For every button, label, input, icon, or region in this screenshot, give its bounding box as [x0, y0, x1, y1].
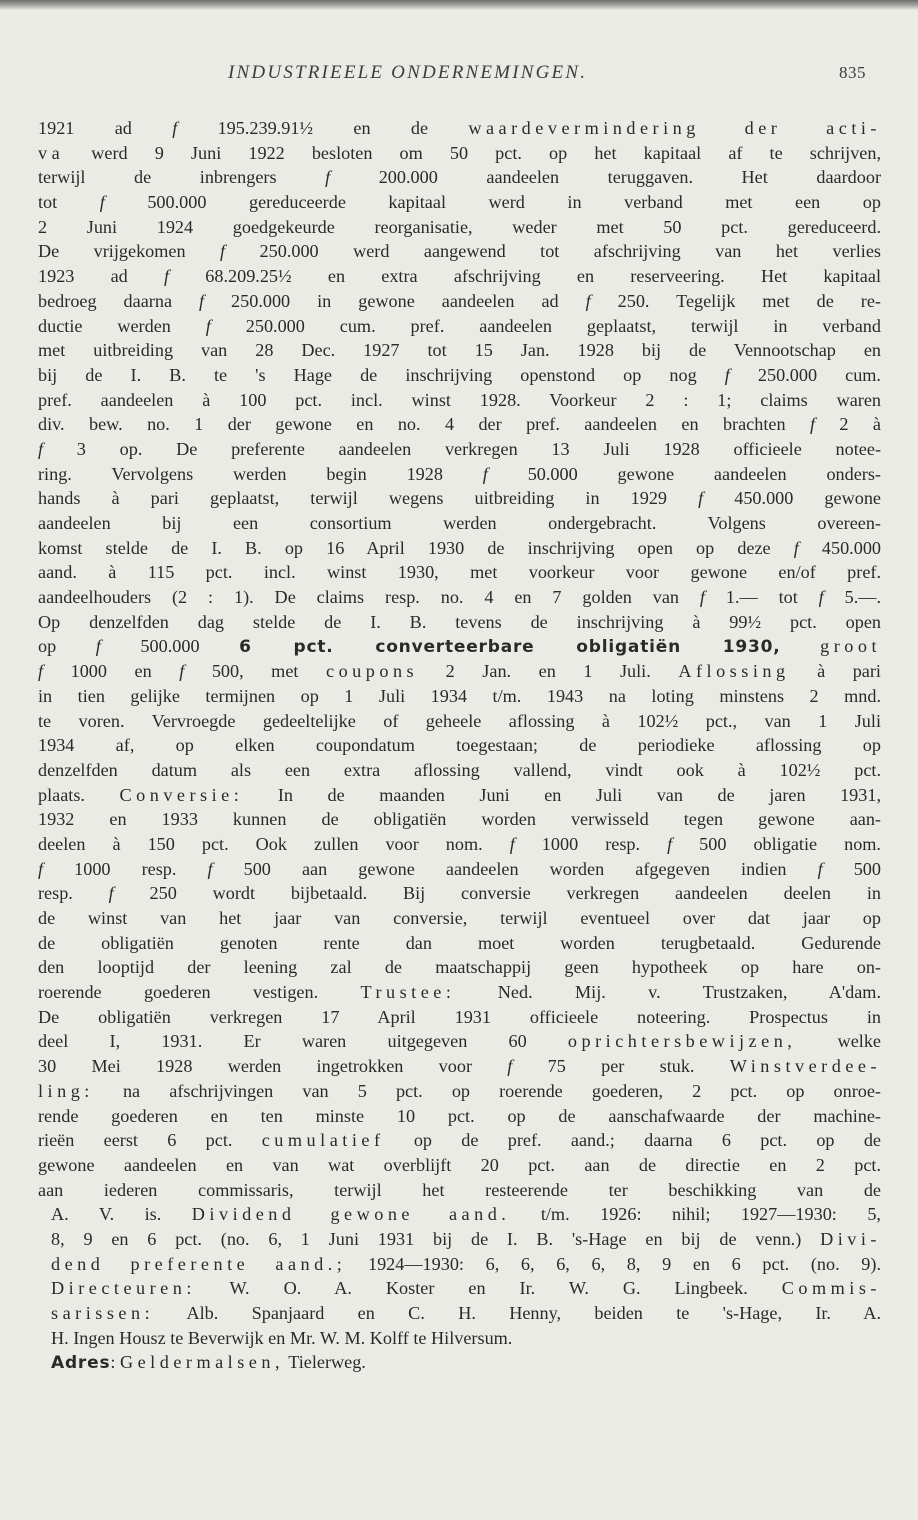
text-segment: Ned. Mij. v. Trustzaken, A'dam.: [455, 982, 881, 1003]
text-segment: A. V. is.: [51, 1204, 192, 1225]
florin-sign: f: [163, 266, 170, 287]
text-segment: 30 Mei 1928 werden ingetrokken voor: [38, 1056, 508, 1077]
florin-sign: f: [179, 661, 185, 682]
text-line: [38, 1104, 881, 1129]
text-line: [38, 190, 881, 215]
text-line: [38, 1252, 881, 1277]
text-line: [38, 783, 881, 808]
text-line: [38, 709, 881, 734]
scan-top-edge: [0, 0, 918, 10]
text-segment: deelen à 150 pct. Ook zullen voor nom.: [38, 833, 510, 854]
text-segment: rieën eerst 6 pct.: [38, 1130, 262, 1151]
text-line: [38, 955, 881, 980]
spaced-term: Dividend gewone aand.: [191, 1204, 511, 1225]
spaced-term: Trustee:: [360, 982, 456, 1003]
text-segment: bij de I. B. te 's Hage de inschrijving openstond op nog: [38, 364, 725, 385]
text-segment: 1923 ad: [38, 266, 164, 287]
bold-term: Adres: [51, 1353, 111, 1374]
page-header: [0, 62, 918, 92]
text-segment: 1924—1930: 6, 6, 6, 6, 8, 9 en 6 pct. (no. 9).: [346, 1253, 881, 1274]
florin-sign: f: [585, 290, 591, 311]
text-line: [38, 807, 881, 832]
text-segment: aandeelhouders (2 : 1). De claims resp. no. 4 en 7 golden van: [38, 587, 700, 608]
text-segment: den looptijd der leening zal de maatschappij geen hypotheek op hare on-: [38, 957, 881, 978]
text-segment: hands à pari geplaatst, terwijl wegens uitbreiding in 1929: [38, 488, 699, 509]
florin-sign: f: [507, 1056, 513, 1077]
text-segment: Tielerweg.: [284, 1352, 366, 1373]
text-segment: op de pref. aand.; daarna 6 pct. op de: [384, 1130, 881, 1151]
florin-sign: f: [199, 290, 205, 311]
text-segment: roerende goederen vestigen.: [38, 982, 361, 1003]
text-line: [38, 486, 881, 511]
text-line: [38, 239, 881, 264]
text-line: [38, 338, 881, 363]
florin-sign: f: [325, 167, 331, 188]
text-line: [38, 1029, 881, 1054]
text-segment: H. Ingen Housz te Beverwijk en Mr. W. M. Kolff te Hilversum.: [51, 1327, 513, 1348]
florin-sign: f: [817, 858, 823, 879]
text-segment: plaats.: [38, 784, 120, 805]
text-segment: in tien gelijke termijnen op 1 Juli 1934 t/m. 1943 na loting minstens 2 mnd.: [38, 685, 881, 706]
text-line: [38, 412, 881, 437]
text-segment: te voren. Vervroegde gedeeltelijke of geheele aflossing à 102½ pct., van 1 Juli: [38, 710, 881, 731]
text-segment: 1000 resp.: [43, 858, 208, 879]
florin-sign: f: [99, 192, 105, 213]
spaced-term: groot: [820, 636, 881, 657]
text-segment: 2 Jan. en 1 Juli.: [418, 661, 679, 682]
text-segment: na afschrijvingen van 5 pct. op roerende goederen, 2 pct. op onroe-: [93, 1080, 881, 1101]
text-segment: terwijl de inbrengers: [38, 167, 326, 188]
spaced-term: Divi-: [820, 1228, 881, 1249]
text-segment: 500.000 gereduceerde kapitaal werd in verband met een op: [104, 192, 881, 213]
text-line: [38, 733, 881, 758]
text-line: [38, 388, 881, 413]
text-segment: 250 wordt bijbetaald. Bij conversie verkregen aandeelen deelen in: [113, 883, 881, 904]
text-segment: deel I, 1931. Er waren uitgegeven 60: [38, 1031, 568, 1052]
text-line: [38, 1128, 881, 1153]
text-line: [38, 906, 881, 931]
text-segment: bedroeg daarna: [38, 290, 199, 311]
florin-sign: f: [220, 241, 226, 262]
florin-sign: f: [172, 118, 178, 138]
florin-sign: f: [809, 414, 816, 435]
page-number: 835: [839, 63, 866, 82]
text-segment: 500 obligatie nom.: [672, 833, 881, 854]
florin-sign: f: [108, 883, 114, 904]
spaced-term: waardevermindering der acti-: [468, 118, 881, 138]
text-segment: 8, 9 en 6 pct. (no. 6, 1 Juni 1931 bij de I. B. 's-Hage en bij de venn.): [51, 1228, 821, 1249]
florin-sign: f: [793, 537, 799, 558]
spaced-term: sarissen:: [51, 1303, 155, 1323]
florin-sign: f: [38, 661, 44, 682]
text-segment: 500.000: [100, 636, 240, 657]
text-segment: 2 Juni 1924 goedgekeurde reorganisatie, weder met 50 pct. gereduceerd.: [38, 216, 881, 237]
text-segment: 450.000 gewone: [703, 488, 881, 509]
text-line: [38, 634, 881, 659]
text-line: [38, 536, 881, 561]
text-line: [38, 264, 881, 289]
text-segment: [781, 636, 821, 656]
spaced-term: dend preferente aand.;: [51, 1253, 347, 1274]
text-line: [38, 659, 881, 684]
body-text: [38, 116, 881, 1375]
text-segment: aan iederen commissaris, terwijl het resteerende ter beschikking van de: [38, 1179, 881, 1200]
text-segment: 500: [822, 858, 881, 879]
text-segment: komst stelde de I. B. op 16 April 1930 de inschrijving open op deze: [38, 537, 794, 558]
florin-sign: f: [699, 587, 705, 608]
spaced-term: Directeuren:: [51, 1278, 196, 1299]
text-line: [38, 1276, 881, 1301]
text-line: [38, 141, 881, 166]
spaced-term: Commis-: [781, 1278, 881, 1299]
text-line: [38, 511, 881, 536]
text-segment: met uitbreiding van 28 Dec. 1927 tot 15 Jan. 1928 bij de Vennootschap en: [38, 340, 881, 361]
text-segment: :: [110, 1352, 120, 1373]
text-segment: ring. Vervolgens werden begin 1928: [38, 463, 483, 484]
text-segment: 1000 resp.: [514, 833, 668, 854]
text-segment: denzelfden datum als een extra aflossing vallend, vindt ook à 102½ pct.: [38, 759, 881, 780]
text-line: [38, 881, 881, 906]
bold-term: 6 pct. converteerbare obligatiën 1930,: [239, 637, 781, 658]
text-segment: Op denzelfden dag stelde de I. B. tevens de inschrijving à 99½ pct. open: [38, 611, 881, 632]
text-segment: 1.— tot: [704, 587, 819, 608]
text-line: [38, 560, 881, 585]
florin-sign: f: [509, 833, 515, 854]
text-line: [38, 758, 881, 783]
text-segment: div. bew. no. 1 der gewone en no. 4 der pref. aandeelen en brachten: [38, 414, 810, 435]
text-segment: 450.000: [798, 537, 881, 558]
spaced-term: ling:: [38, 1080, 94, 1101]
text-segment: 200.000 aandeelen teruggaven. Het daardoor: [330, 167, 881, 188]
text-line: [38, 857, 881, 882]
text-line: [38, 116, 881, 141]
running-title: INDUSTRIEELE ONDERNEMINGEN.: [228, 62, 588, 83]
text-segment: 50.000 gewone aandeelen onders-: [487, 463, 881, 484]
text-segment: werd 9 Juni 1922 besloten om 50 pct. op het kapitaal af te schrijven,: [64, 142, 881, 163]
spaced-term: va: [38, 142, 65, 163]
text-segment: ductie werden: [38, 315, 206, 336]
text-segment: de winst van het jaar van conversie, terwijl eventueel over dat jaar op: [38, 908, 881, 928]
text-segment: 2 à: [815, 414, 881, 435]
text-segment: 250.000 cum. pref. aandeelen geplaatst, terwijl in verband: [210, 315, 881, 336]
text-line: [38, 1153, 881, 1178]
spaced-term: Conversie:: [119, 784, 244, 805]
text-line: [38, 1326, 881, 1351]
text-line: [38, 684, 881, 709]
text-segment: aand. à 115 pct. incl. winst 1930, met voorkeur voor gewone en/of pref.: [38, 562, 881, 583]
text-segment: 250.000 werd aangewend tot afschrijving van het verlies: [225, 241, 881, 262]
text-line: [38, 1005, 881, 1030]
text-segment: t/m. 1926: nihil; 1927—1930: 5,: [510, 1204, 881, 1225]
text-line: [38, 931, 881, 956]
florin-sign: f: [667, 833, 673, 854]
florin-sign: f: [724, 364, 730, 385]
text-segment: de obligatiën genoten rente dan moet worden terugbetaald. Gedurende: [38, 932, 881, 953]
text-line: [38, 289, 881, 314]
text-line: [38, 1178, 881, 1203]
text-line: [38, 314, 881, 339]
text-segment: 75 per stuk.: [512, 1056, 730, 1077]
text-line: [38, 585, 881, 610]
text-line: [38, 437, 881, 462]
spaced-term: coupons: [326, 661, 419, 682]
spaced-term: cumulatief: [261, 1130, 385, 1151]
text-line: [38, 215, 881, 240]
text-segment: 250. Tegelijk met de re-: [590, 290, 881, 311]
text-segment: De obligatiën verkregen 17 April 1931 officieele noteering. Prospectus in: [38, 1006, 881, 1027]
text-segment: W. O. A. Koster en Ir. W. G. Lingbeek.: [195, 1278, 782, 1299]
text-segment: 68.209.25½ en extra afschrijving en reserveering. Het kapitaal: [169, 266, 881, 287]
text-line: [38, 1079, 881, 1104]
text-segment: 1921 ad: [38, 118, 173, 138]
text-segment: 1934 af, op elken coupondatum toegestaan; de periodieke aflossing op: [38, 735, 881, 756]
text-segment: 250.000 cum.: [729, 364, 881, 385]
spaced-term: Winstverdee-: [729, 1056, 881, 1077]
text-segment: 250.000 in gewone aandeelen ad: [204, 290, 586, 311]
text-line: [38, 1301, 881, 1326]
text-segment: 1000 en: [43, 661, 180, 682]
florin-sign: f: [482, 463, 488, 484]
florin-sign: f: [818, 587, 824, 608]
text-line: [38, 165, 881, 190]
text-line: [38, 1350, 881, 1375]
text-segment: pref. aandeelen à 100 pct. incl. winst 1928. Voorkeur 2 : 1; claims waren: [38, 389, 881, 410]
text-segment: Alb. Spanjaard en C. H. Henny, beiden te 's-Hage, Ir. A.: [154, 1303, 881, 1323]
text-segment: à pari: [789, 661, 881, 682]
spaced-term: oprichtersbewijzen,: [567, 1031, 797, 1052]
text-segment: In de maanden Juni en Juli van de jaren 1931,: [243, 784, 881, 805]
text-segment: gewone aandeelen en van wat overblijft 20 pct. aan de directie en 2 pct.: [38, 1154, 881, 1175]
text-segment: 500, met: [184, 661, 326, 682]
text-segment: 500 aan gewone aandeelen worden afgegeven indien: [212, 858, 818, 879]
spaced-term: Aflossing: [678, 661, 790, 682]
florin-sign: f: [95, 636, 101, 657]
text-line: [38, 462, 881, 487]
text-segment: De vrijgekomen: [38, 241, 221, 262]
text-line: [38, 610, 881, 635]
text-segment: resp.: [38, 883, 109, 904]
text-line: [38, 980, 881, 1005]
florin-sign: f: [207, 858, 213, 879]
spaced-term: Geldermalsen,: [119, 1352, 285, 1373]
text-line: [38, 363, 881, 388]
florin-sign: f: [38, 438, 44, 459]
text-line: [38, 832, 881, 857]
text-segment: 5.—.: [823, 587, 881, 608]
text-segment: tot: [38, 192, 100, 213]
text-segment: 1932 en 1933 kunnen de obligatiën worden verwisseld tegen gewone aan-: [38, 809, 881, 830]
text-segment: 3 op. De preferente aandeelen verkregen 13 Juli 1928 officieele notee-: [43, 438, 881, 459]
text-line: [38, 1054, 881, 1079]
florin-sign: f: [698, 488, 704, 509]
text-segment: rende goederen en ten minste 10 pct. op de aanschafwaarde der machine-: [38, 1105, 881, 1126]
text-segment: aandeelen bij een consortium werden ondergebracht. Volgens overeen-: [38, 513, 881, 533]
text-segment: op: [38, 636, 96, 657]
florin-sign: f: [205, 315, 211, 336]
florin-sign: f: [38, 858, 44, 879]
text-line: [38, 1227, 881, 1252]
text-segment: 195.239.91½ en de: [177, 118, 469, 138]
text-line: [38, 1202, 881, 1227]
text-segment: welke: [796, 1031, 881, 1052]
